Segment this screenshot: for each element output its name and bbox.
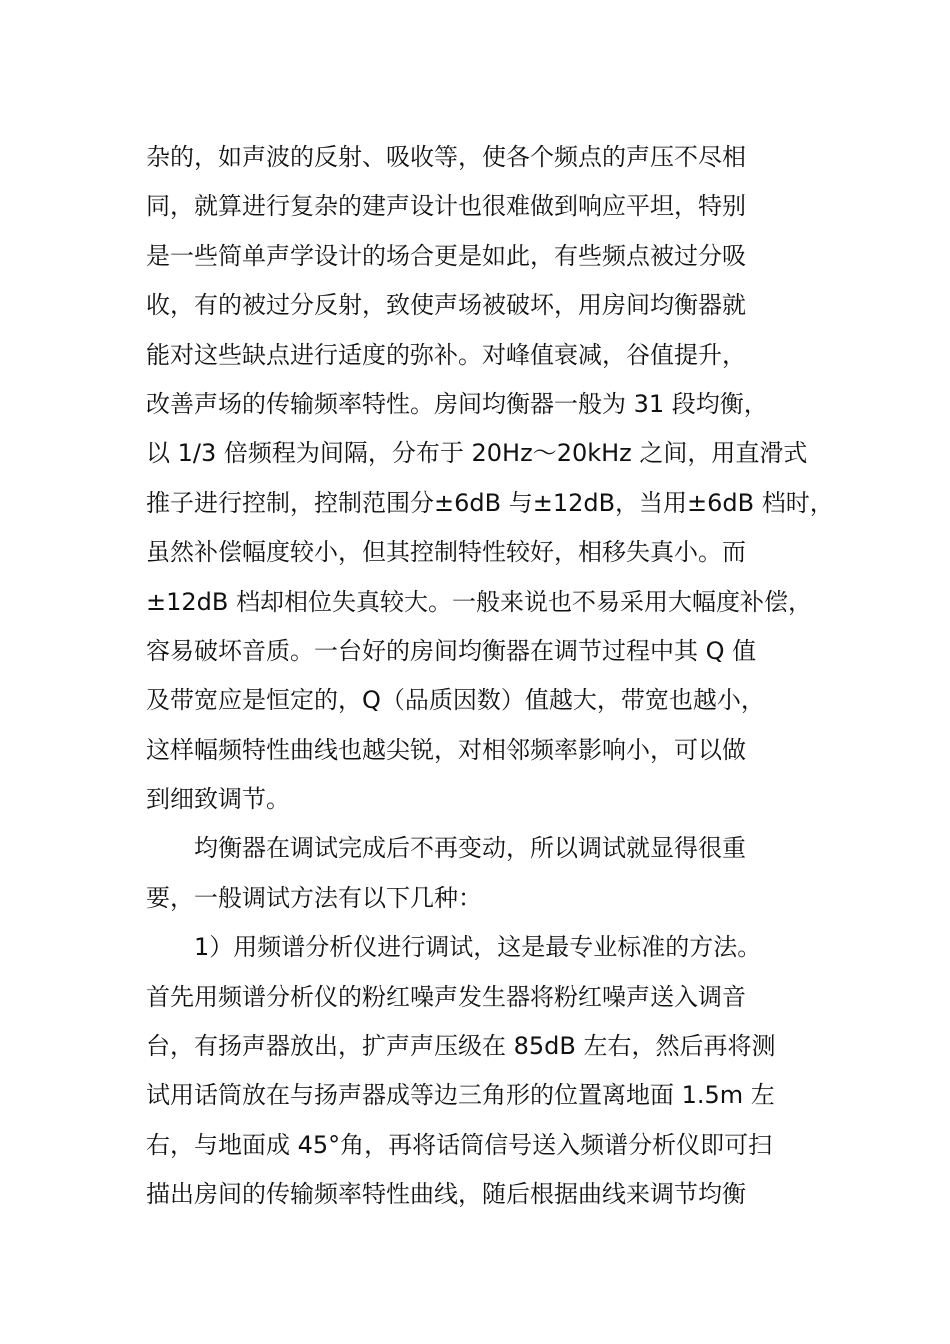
text-line: 1）用频谱分析仪进行调试，这是最专业标准的方法。 (146, 933, 762, 962)
text-line: 同，就算进行复杂的建声设计也很难做到响应平坦，特别 (146, 192, 746, 221)
text-line: 要，一般调试方法有以下几种： (146, 883, 482, 912)
text-line: 能对这些缺点进行适度的弥补。对峰值衰减，谷值提升， (146, 340, 746, 369)
text-line: 及带宽应是恒定的，Q（品质因数）值越大，带宽也越小， (146, 686, 765, 715)
text-line: 试用话筒放在与扬声器成等边三角形的位置离地面 1.5m 左 (146, 1081, 775, 1110)
text-line: 右，与地面成 45°角，再将话筒信号送入频谱分析仪即可扫 (146, 1130, 773, 1159)
text-line: 台，有扬声器放出，扩声声压级在 85dB 左右，然后再将测 (146, 1032, 776, 1061)
text-line: 推子进行控制，控制范围分±6dB 与±12dB，当用±6dB 档时， (146, 488, 834, 517)
text-line: 到细致调节。 (146, 785, 290, 814)
body-text (146, 133, 834, 1220)
text-line: 容易破坏音质。一台好的房间均衡器在调节过程中其 Q 值 (146, 636, 757, 665)
text-line: 首先用频谱分析仪的粉红噪声发生器将粉红噪声送入调音 (146, 982, 746, 1011)
text-line: 杂的，如声波的反射、吸收等，使各个频点的声压不尽相 (146, 143, 746, 171)
text-line: 以 1/3 倍频程为间隔，分布于 20Hz～20kHz 之间，用直滑式 (146, 439, 808, 468)
text-line: 收，有的被过分反射，致使声场被破坏，用房间均衡器就 (146, 291, 746, 320)
text-line: 改善声场的传输频率特性。房间均衡器一般为 31 段均衡， (146, 389, 768, 418)
text-line: 虽然补偿幅度较小，但其控制特性较好，相移失真小。而 (146, 538, 746, 567)
text-line: ±12dB 档却相位失真较大。一般来说也不易采用大幅度补偿， (146, 587, 812, 616)
text-line: 是一些简单声学设计的场合更是如此，有些频点被过分吸 (146, 241, 746, 270)
text-line: 这样幅频特性曲线也越尖锐，对相邻频率影响小，可以做 (146, 735, 746, 764)
text-line: 描出房间的传输频率特性曲线，随后根据曲线来调节均衡 (146, 1180, 746, 1209)
text-line: 均衡器在调试完成后不再变动，所以调试就显得很重 (146, 834, 746, 863)
